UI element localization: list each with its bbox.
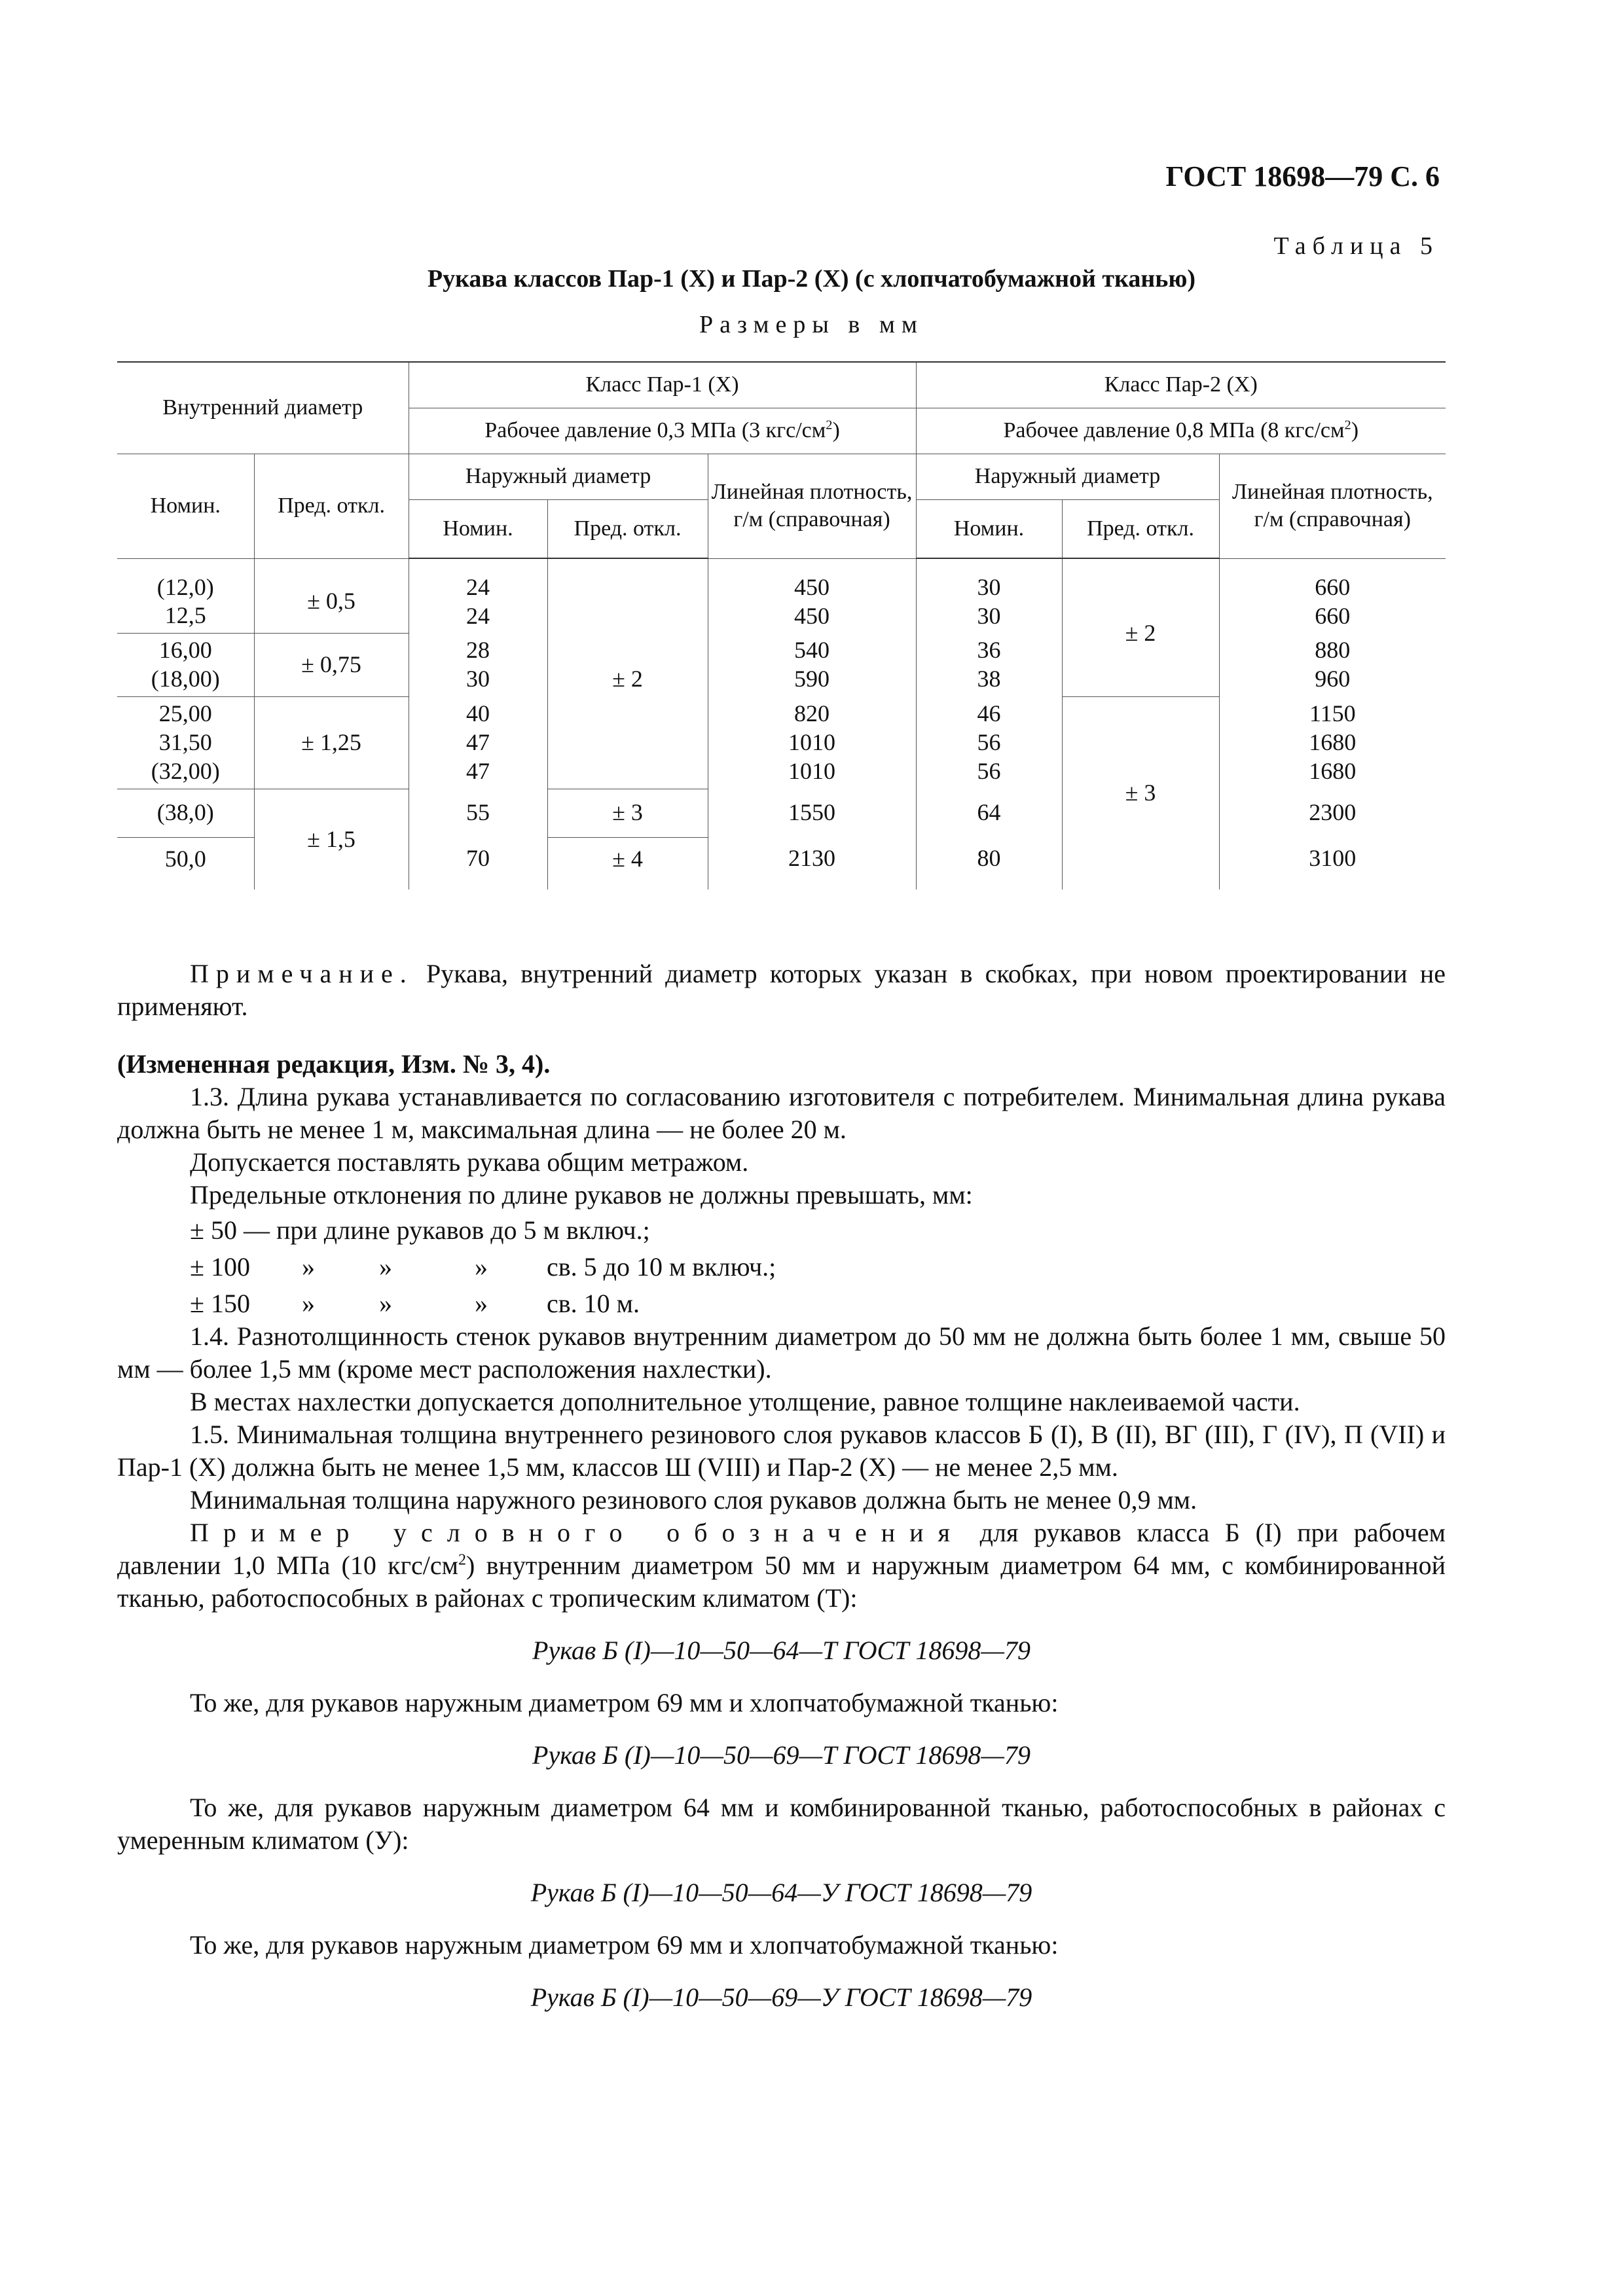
- cell-outer2-nom: 80: [916, 837, 1062, 889]
- table-row: [117, 789, 1446, 837]
- cell-outer2-tol: ± 3: [1062, 697, 1219, 890]
- cell-inner-nom: (38,0): [117, 789, 254, 837]
- cell-outer2-nom: 30 30: [916, 558, 1062, 634]
- table-row: [117, 697, 1446, 789]
- cell-density2: 2300: [1219, 789, 1446, 837]
- cell-density2: 880 960: [1219, 634, 1446, 697]
- cell-outer2-nom: 46 56 56: [916, 697, 1062, 789]
- header-linear-density-1: Линейная плотность, г/м (справочная): [708, 454, 916, 558]
- designation-example: Рукав Б (I)—10—50—64—Т ГОСТ 18698—79: [532, 1636, 1030, 1665]
- header-class-par2: Класс Пар-2 (Х): [916, 362, 1446, 408]
- table-row: [117, 558, 1446, 634]
- cell-outer1-nom: 28 30: [409, 634, 547, 697]
- cell-outer2-nom: 64: [916, 789, 1062, 837]
- cell-density1: 820 1010 1010: [708, 697, 916, 789]
- header-class-par1: Класс Пар-1 (Х): [409, 362, 916, 408]
- clause-1-4: 1.4. Разнотолщинность стенок рукавов внутренним диаметром до 50 мм не должна быть более 1 мм, свыше 50 мм — более 1,5 мм (кроме мест расположения нахлестки).: [117, 1321, 1446, 1384]
- paragraph: То же, для рукавов наружным диаметром 69 мм и хлопчатобумажной тканью:: [190, 1688, 1059, 1717]
- tolerance-line: ± 100 » » » св. 5 до 10 м включ.;: [190, 1252, 776, 1282]
- header-outer-diameter-2: Наружный диаметр: [916, 454, 1219, 499]
- cell-density2: 3100: [1219, 837, 1446, 889]
- paragraph: Минимальная толщина наружного резинового слоя рукавов должна быть не менее 0,9 мм.: [190, 1485, 1197, 1515]
- cell-density2: 1150 1680 1680: [1219, 697, 1446, 789]
- cell-outer1-tol: ± 4: [547, 837, 708, 889]
- header-outer1-tol: Пред. откл.: [547, 499, 708, 558]
- table-5: [117, 361, 1446, 889]
- cell-density1: 540 590: [708, 634, 916, 697]
- header-inner-nom: Номин.: [117, 454, 254, 558]
- amendment: (Измененная редакция, Изм. № 3, 4).: [117, 1049, 551, 1079]
- cell-outer2-nom: 36 38: [916, 634, 1062, 697]
- cell-density1: 450 450: [708, 558, 916, 634]
- table-label: Таблица 5: [1273, 232, 1439, 260]
- cell-inner-tol: ± 1,5: [254, 789, 409, 889]
- paragraph: Предельные отклонения по длине рукавов не должны превышать, мм:: [190, 1180, 973, 1210]
- cell-inner-nom: 16,00 (18,00): [117, 634, 254, 697]
- cell-inner-tol: ± 1,25: [254, 697, 409, 789]
- cell-outer1-nom: 70: [409, 837, 547, 889]
- paragraph: Допускается поставлять рукава общим метражом.: [190, 1147, 749, 1177]
- header-inner-diameter: Внутренний диаметр: [117, 362, 409, 454]
- header-outer-diameter-1: Наружный диаметр: [409, 454, 708, 499]
- tolerance-line: ± 150 » » » св. 10 м.: [190, 1289, 640, 1318]
- paragraph: В местах нахлестки допускается дополнительное утолщение, равное толщине наклеиваемой части.: [190, 1387, 1300, 1416]
- cell-density1: 1550: [708, 789, 916, 837]
- page-header: ГОСТ 18698—79 С. 6: [1165, 160, 1440, 192]
- cell-outer1-tol: ± 3: [547, 789, 708, 837]
- cell-outer2-tol: ± 2: [1062, 558, 1219, 697]
- header-outer2-tol: Пред. откл.: [1062, 499, 1219, 558]
- cell-density2: 660 660: [1219, 558, 1446, 634]
- cell-inner-nom: (12,0) 12,5: [117, 558, 254, 634]
- paragraph: То же, для рукавов наружным диаметром 64 мм и комбинированной тканью, работоспособных в районах с умеренным климатом (У):: [117, 1793, 1446, 1855]
- cell-inner-tol: ± 0,75: [254, 634, 409, 697]
- cell-inner-nom: 25,00 31,50 (32,00): [117, 697, 254, 789]
- header-pressure-2: Рабочее давление 0,8 МПа (8 кгс/$см^2$): [916, 408, 1446, 454]
- table-row: [117, 634, 1446, 697]
- header-linear-density-2: Линейная плотность, г/м (справочная): [1219, 454, 1446, 558]
- clause-1-3: 1.3. Длина рукава устанавливается по согласованию изготовителя с потребителем. Минимальная длина рукава должна быть не менее 1 м, максимальная длина — не более 20 м.: [117, 1082, 1446, 1144]
- header-inner-tol: Пред. откл.: [254, 454, 409, 558]
- cell-density1: 2130: [708, 837, 916, 889]
- table-note: Примечание. Рукава, внутренний диаметр которых указан в скобках, при новом проектировании не применяют.: [117, 959, 1446, 1021]
- table-units: Размеры в мм: [699, 311, 924, 338]
- paragraph: То же, для рукавов наружным диаметром 69 мм и хлопчатобумажной тканью:: [190, 1930, 1059, 1960]
- cell-outer1-nom: 55: [409, 789, 547, 837]
- designation-example: Рукав Б (I)—10—50—64—У ГОСТ 18698—79: [530, 1878, 1032, 1907]
- body-text: [117, 958, 1446, 2014]
- table-title: Рукава классов Пар-1 (Х) и Пар-2 (Х) (с хлопчатобумажной тканью): [427, 265, 1196, 293]
- cell-outer1-nom: 40 47 47: [409, 697, 547, 789]
- cell-inner-tol: ± 0,5: [254, 558, 409, 634]
- header-pressure-1: Рабочее давление 0,3 МПа (3 кгс/$см^2$): [409, 408, 916, 454]
- header-outer1-nom: Номин.: [409, 499, 547, 558]
- tolerance-line: ± 50 — при длине рукавов до 5 м включ.;: [190, 1215, 650, 1245]
- cell-inner-nom: 50,0: [117, 837, 254, 889]
- header-outer2-nom: Номин.: [916, 499, 1062, 558]
- designation-example: Рукав Б (I)—10—50—69—У ГОСТ 18698—79: [530, 1982, 1032, 2012]
- clause-1-5: 1.5. Минимальная толщина внутреннего резинового слоя рукавов классов Б (I), В (II), ВГ (III), Г (IV), П (VII) и Пар-1 (Х) должна быть не менее 1,5 мм, классов Ш (VIII) и Пар-2 (Х) — не менее 2,5 мм.: [117, 1420, 1446, 1482]
- cell-outer1-tol: ± 2: [547, 558, 708, 789]
- cell-outer1-nom: 24 24: [409, 558, 547, 634]
- example-paragraph: Пример условного обозначения для рукавов класса Б (I) при рабочем давлении 1,0 МПа (10 кгс/$см^2$) внутренним диаметром 50 мм и наружным диаметром 64 мм, с комбинированной тканью, работоспособных в районах с тропическим климатом (Т):: [117, 1518, 1446, 1613]
- designation-example: Рукав Б (I)—10—50—69—Т ГОСТ 18698—79: [532, 1740, 1030, 1770]
